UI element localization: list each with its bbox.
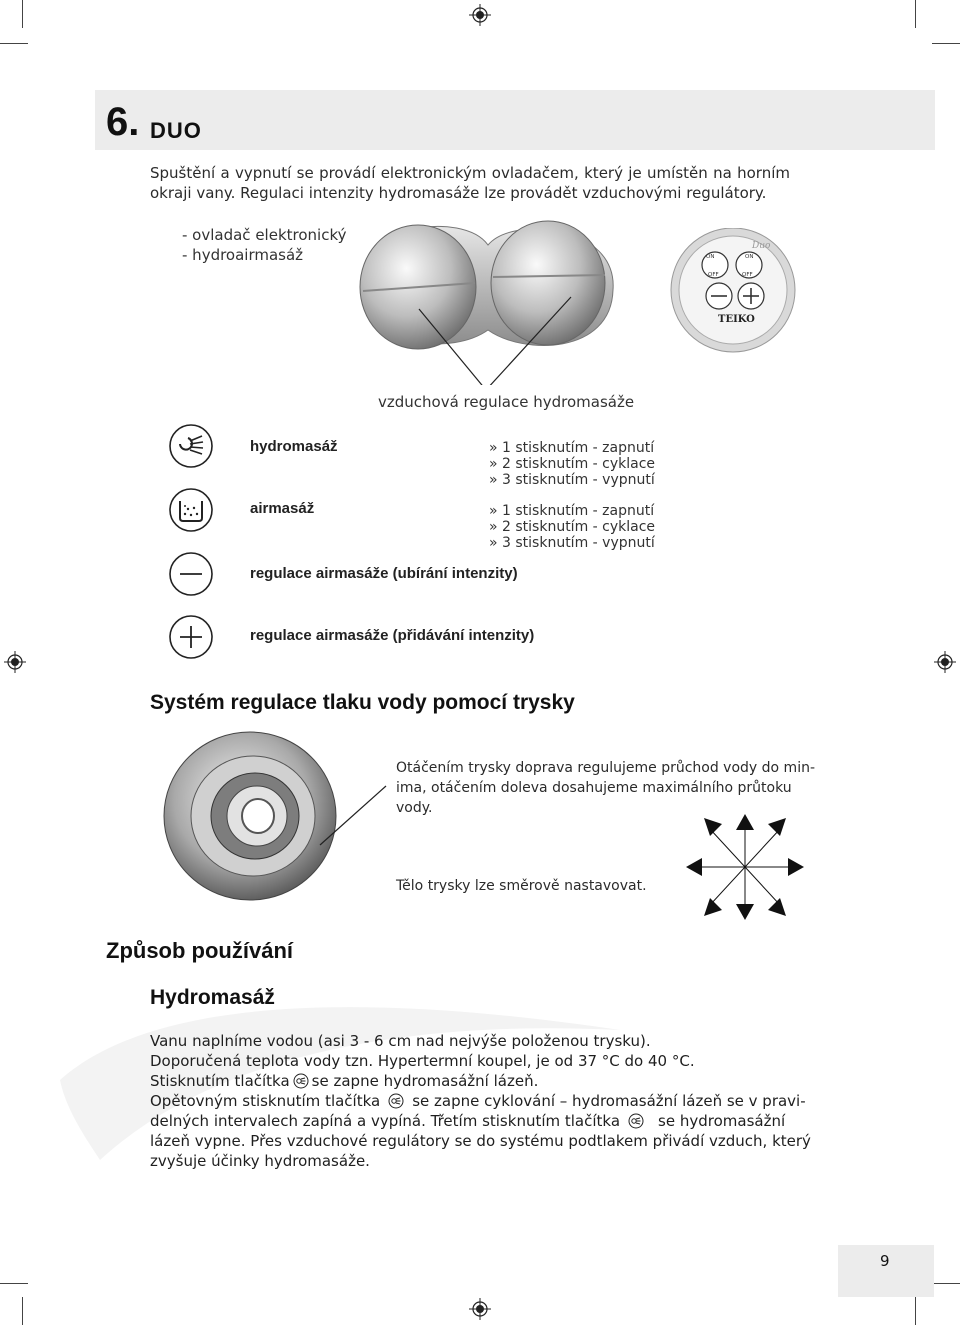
air-step: » 1 stisknutím - zapnutí	[489, 503, 655, 519]
usage-line	[150, 1071, 538, 1091]
chapter-title: DUO	[150, 118, 202, 143]
function-name-airmassage: airmasáž	[250, 500, 315, 517]
direction-arrows-icon	[686, 814, 804, 920]
panel-brand: Duo	[752, 241, 771, 251]
hydro-step: » 2 stisknutím - cyklace	[489, 456, 656, 472]
usage-line: lázeň vypne. Přes vzduchové regulátory se do systému podtlakem přivádí vzduch, který	[150, 1132, 811, 1150]
electronic-control-panel	[668, 228, 798, 358]
panel-logo: TEIKO	[718, 314, 755, 325]
page-number: 9	[880, 1252, 890, 1270]
nozzle-text-line: vody.	[396, 800, 433, 816]
function-name-hydromassage: hydromasáž	[250, 438, 338, 455]
crop-mark	[932, 43, 960, 44]
panel-off-label: OFF	[742, 272, 753, 278]
panel-on-label: ON	[706, 254, 715, 260]
registration-mark-icon	[469, 4, 491, 26]
hydromassage-icon	[168, 423, 214, 469]
crop-mark	[0, 1283, 28, 1284]
hydromassage-icon	[388, 1093, 404, 1109]
crop-mark	[0, 43, 28, 44]
minus-icon	[168, 551, 214, 597]
nozzle-text-line: Otáčením trysky doprava regulujeme průchod vody do min-	[396, 760, 816, 776]
crop-mark	[915, 0, 916, 28]
chapter-number: 6.	[106, 100, 140, 144]
function-name-plus: regulace airmasáže (přidávání intenzity)	[250, 627, 535, 644]
hydromassage-icon	[628, 1113, 644, 1129]
usage-text: se hydromasážní	[658, 1112, 786, 1130]
registration-mark-icon	[934, 651, 956, 673]
usage-line: Vanu naplníme vodou (asi 3 - 6 cm nad nejvýše položenou trysku).	[150, 1032, 651, 1050]
crop-mark	[22, 0, 23, 28]
control-type-electronic: - ovladač elektronický	[182, 226, 347, 244]
air-step: » 3 stisknutím - vypnutí	[489, 535, 655, 551]
air-regulation-label: vzduchová regulace hydromasáže	[378, 393, 635, 411]
registration-mark-icon	[469, 1298, 491, 1320]
usage-line: zvyšuje účinky hydromasáže.	[150, 1152, 370, 1170]
usage-text: Stisknutím tlačítka	[150, 1072, 290, 1090]
usage-text: se zapne cyklování – hydromasážní lázeň se v pravi-	[412, 1092, 806, 1110]
usage-line	[150, 1111, 785, 1131]
panel-on-label: ON	[745, 254, 754, 260]
control-type-hydroair: - hydroairmasáž	[182, 246, 304, 264]
usage-section-title: Způsob používání	[106, 938, 293, 963]
usage-line: Doporučená teplota vody tzn. Hypertermní koupel, je od 37 °C do 40 °C.	[150, 1052, 695, 1070]
air-step: » 2 stisknutím - cyklace	[489, 519, 656, 535]
nozzle-photo	[158, 730, 398, 910]
nozzle-text-line: ima, otáčením doleva dosahujeme maximálního průtoku	[396, 780, 792, 796]
usage-text: se zapne hydromasážní lázeň.	[311, 1072, 539, 1090]
hydro-step: » 1 stisknutím - zapnutí	[489, 440, 655, 456]
crop-mark	[932, 1283, 960, 1284]
usage-line	[150, 1091, 806, 1111]
airmassage-icon	[168, 487, 214, 533]
chapter-header-bar	[95, 90, 935, 150]
plus-icon	[168, 614, 214, 660]
nozzle-section-title: Systém regulace tlaku vody pomocí trysky	[150, 691, 575, 714]
intro-paragraph: Spuštění a vypnutí se provádí elektronickým ovladačem, který je umístěn na horním okraji vany. Regulaci intenzity hydromasáže lze provádět vzduchovými regulátory.	[150, 164, 790, 202]
usage-text: Opětovným stisknutím tlačítka	[150, 1092, 381, 1110]
hydromassage-icon	[293, 1073, 309, 1089]
nozzle-direction-text: Tělo trysky lze směrově nastavovat.	[396, 878, 647, 894]
usage-subtitle: Hydromasáž	[150, 986, 275, 1009]
hydro-step: » 3 stisknutím - vypnutí	[489, 472, 655, 488]
registration-mark-icon	[4, 651, 26, 673]
usage-text: delných intervalech zapíná a vypíná. Třetím stisknutím tlačítka	[150, 1112, 621, 1130]
crop-mark	[22, 1297, 23, 1325]
air-regulator-photo	[343, 205, 628, 385]
crop-mark	[915, 1297, 916, 1325]
function-name-minus: regulace airmasáže (ubírání intenzity)	[250, 565, 518, 582]
panel-off-label: OFF	[708, 272, 719, 278]
